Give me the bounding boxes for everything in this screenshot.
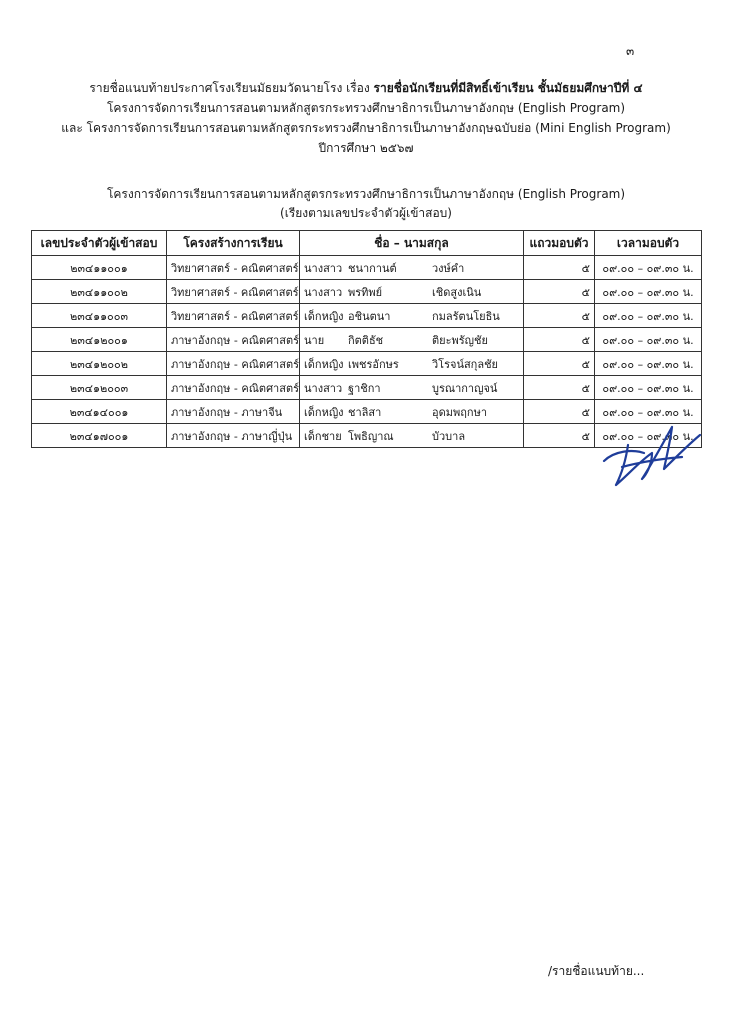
cell-report-row: ๕ (524, 280, 595, 304)
cell-exam-id: ๒๓๔๑๑๐๐๑ (32, 256, 167, 280)
header-line-2: โครงการจัดการเรียนการสอนตามหลักสูตรกระทรวงศึกษาธิการเป็นภาษาอังกฤษ (English Program) (106, 101, 626, 115)
cell-full-name (300, 304, 524, 328)
first-name: พรทิพย์ (348, 285, 383, 299)
name-prefix: นางสาว (304, 381, 343, 395)
cell-exam-id: ๒๓๔๑๒๐๐๑ (32, 328, 167, 352)
name-prefix: เด็กหญิง (304, 405, 344, 419)
cell-program: ภาษาอังกฤษ - คณิตศาสตร์ (167, 376, 300, 400)
cell-report-row: ๕ (524, 256, 595, 280)
cell-report-time: ๐๙.๐๐ – ๐๙.๓๐ น. (595, 400, 702, 424)
cell-report-row: ๕ (524, 400, 595, 424)
table-row (32, 376, 702, 400)
last-name: อุดมพฤกษา (432, 405, 487, 419)
cell-program: ภาษาอังกฤษ - คณิตศาสตร์ (167, 328, 300, 352)
signature (592, 405, 704, 495)
name-prefix: นางสาว (304, 261, 343, 275)
cell-exam-id: ๒๓๔๑๔๐๐๑ (32, 400, 167, 424)
first-name: ชนากานต์ (348, 261, 397, 275)
table-row (32, 352, 702, 376)
section-title: โครงการจัดการเรียนการสอนตามหลักสูตรกระทรวงศึกษาธิการเป็นภาษาอังกฤษ (English Program) (106, 187, 626, 201)
cell-full-name (300, 280, 524, 304)
page-number: ๓ (626, 44, 635, 58)
cell-report-time: ๐๙.๐๐ – ๐๙.๓๐ น. (595, 376, 702, 400)
last-name: ติยะพรัญชัย (432, 333, 488, 347)
column-header-program: โครงสร้างการเรียน (167, 231, 300, 256)
header-line-1 (30, 78, 702, 98)
first-name: กิตติธัช (348, 333, 384, 347)
cell-exam-id: ๒๓๔๑๗๐๐๑ (32, 424, 167, 448)
header-line-3: และ โครงการจัดการเรียนการสอนตามหลักสูตรกระทรวงศึกษาธิการเป็นภาษาอังกฤษฉบับย่อ (Mini English Program) (61, 121, 671, 135)
last-name: เชิดสูงเนิน (432, 285, 482, 299)
last-name: วงษ์คำ (432, 261, 465, 275)
document-header (30, 78, 702, 158)
cell-exam-id: ๒๓๔๑๒๐๐๓ (32, 376, 167, 400)
cell-report-row: ๕ (524, 424, 595, 448)
cell-full-name (300, 424, 524, 448)
cell-report-time: ๐๙.๐๐ – ๐๙.๓๐ น. (595, 424, 702, 448)
cell-report-time: ๐๙.๐๐ – ๐๙.๓๐ น. (595, 304, 702, 328)
signature-stroke (604, 427, 700, 485)
footer-continuation: /รายชื่อแนบท้าย... (548, 964, 645, 978)
name-prefix: นางสาว (304, 285, 343, 299)
column-header-id: เลขประจำตัวผู้เข้าสอบ (32, 231, 167, 256)
table-header-row (32, 231, 702, 256)
cell-program: วิทยาศาสตร์ - คณิตศาสตร์ (167, 256, 300, 280)
section-heading (30, 185, 702, 223)
cell-full-name (300, 400, 524, 424)
cell-report-row: ๕ (524, 304, 595, 328)
cell-program: วิทยาศาสตร์ - คณิตศาสตร์ (167, 304, 300, 328)
cell-exam-id: ๒๓๔๑๒๐๐๒ (32, 352, 167, 376)
first-name: ชาลิสา (348, 405, 382, 419)
cell-full-name (300, 328, 524, 352)
section-subtitle: (เรียงตามเลขประจำตัวผู้เข้าสอบ) (280, 206, 452, 220)
cell-exam-id: ๒๓๔๑๑๐๐๓ (32, 304, 167, 328)
cell-report-time: ๐๙.๐๐ – ๐๙.๓๐ น. (595, 256, 702, 280)
column-header-time: เวลามอบตัว (595, 231, 702, 256)
last-name: วิโรจน์สกุลชัย (432, 357, 498, 371)
cell-program: ภาษาอังกฤษ - คณิตศาสตร์ (167, 352, 300, 376)
cell-report-time: ๐๙.๐๐ – ๐๙.๓๐ น. (595, 352, 702, 376)
cell-report-time: ๐๙.๐๐ – ๐๙.๓๐ น. (595, 280, 702, 304)
last-name: บูรณากาญจน์ (432, 381, 498, 395)
last-name: บัวบาล (432, 429, 466, 443)
cell-exam-id: ๒๓๔๑๑๐๐๒ (32, 280, 167, 304)
column-header-row: แถวมอบตัว (524, 231, 595, 256)
name-prefix: เด็กหญิง (304, 309, 344, 323)
header-line-1-prefix: รายชื่อแนบท้ายประกาศโรงเรียนมัธยมวัดนายโรง เรื่อง (89, 81, 374, 95)
first-name: ฐาชิกา (348, 381, 381, 395)
cell-full-name (300, 352, 524, 376)
first-name: เพชรอักษร (348, 357, 399, 371)
header-line-4: ปีการศึกษา ๒๕๖๗ (318, 141, 414, 155)
cell-report-row: ๕ (524, 328, 595, 352)
cell-report-row: ๕ (524, 352, 595, 376)
column-header-name: ชื่อ – นามสกุล (300, 231, 524, 256)
cell-program: ภาษาอังกฤษ - ภาษาญี่ปุ่น (167, 424, 300, 448)
cell-report-row: ๕ (524, 376, 595, 400)
first-name: โพธิญาณ (348, 429, 394, 443)
header-line-1-bold: รายชื่อนักเรียนที่มีสิทธิ์เข้าเรียน ชั้นมัธยมศึกษาปีที่ ๔ (373, 81, 643, 95)
cell-full-name (300, 256, 524, 280)
cell-full-name (300, 376, 524, 400)
name-prefix: เด็กหญิง (304, 357, 344, 371)
table-row (32, 304, 702, 328)
cell-report-time: ๐๙.๐๐ – ๐๙.๓๐ น. (595, 328, 702, 352)
cell-program: วิทยาศาสตร์ - คณิตศาสตร์ (167, 280, 300, 304)
name-prefix: นาย (304, 333, 325, 347)
cell-program: ภาษาอังกฤษ - ภาษาจีน (167, 400, 300, 424)
last-name: กมลรัตนโยธิน (432, 309, 500, 323)
table-row (32, 256, 702, 280)
name-prefix: เด็กชาย (304, 429, 342, 443)
table-row (32, 328, 702, 352)
table-row (32, 280, 702, 304)
first-name: อชินตนา (348, 309, 391, 323)
